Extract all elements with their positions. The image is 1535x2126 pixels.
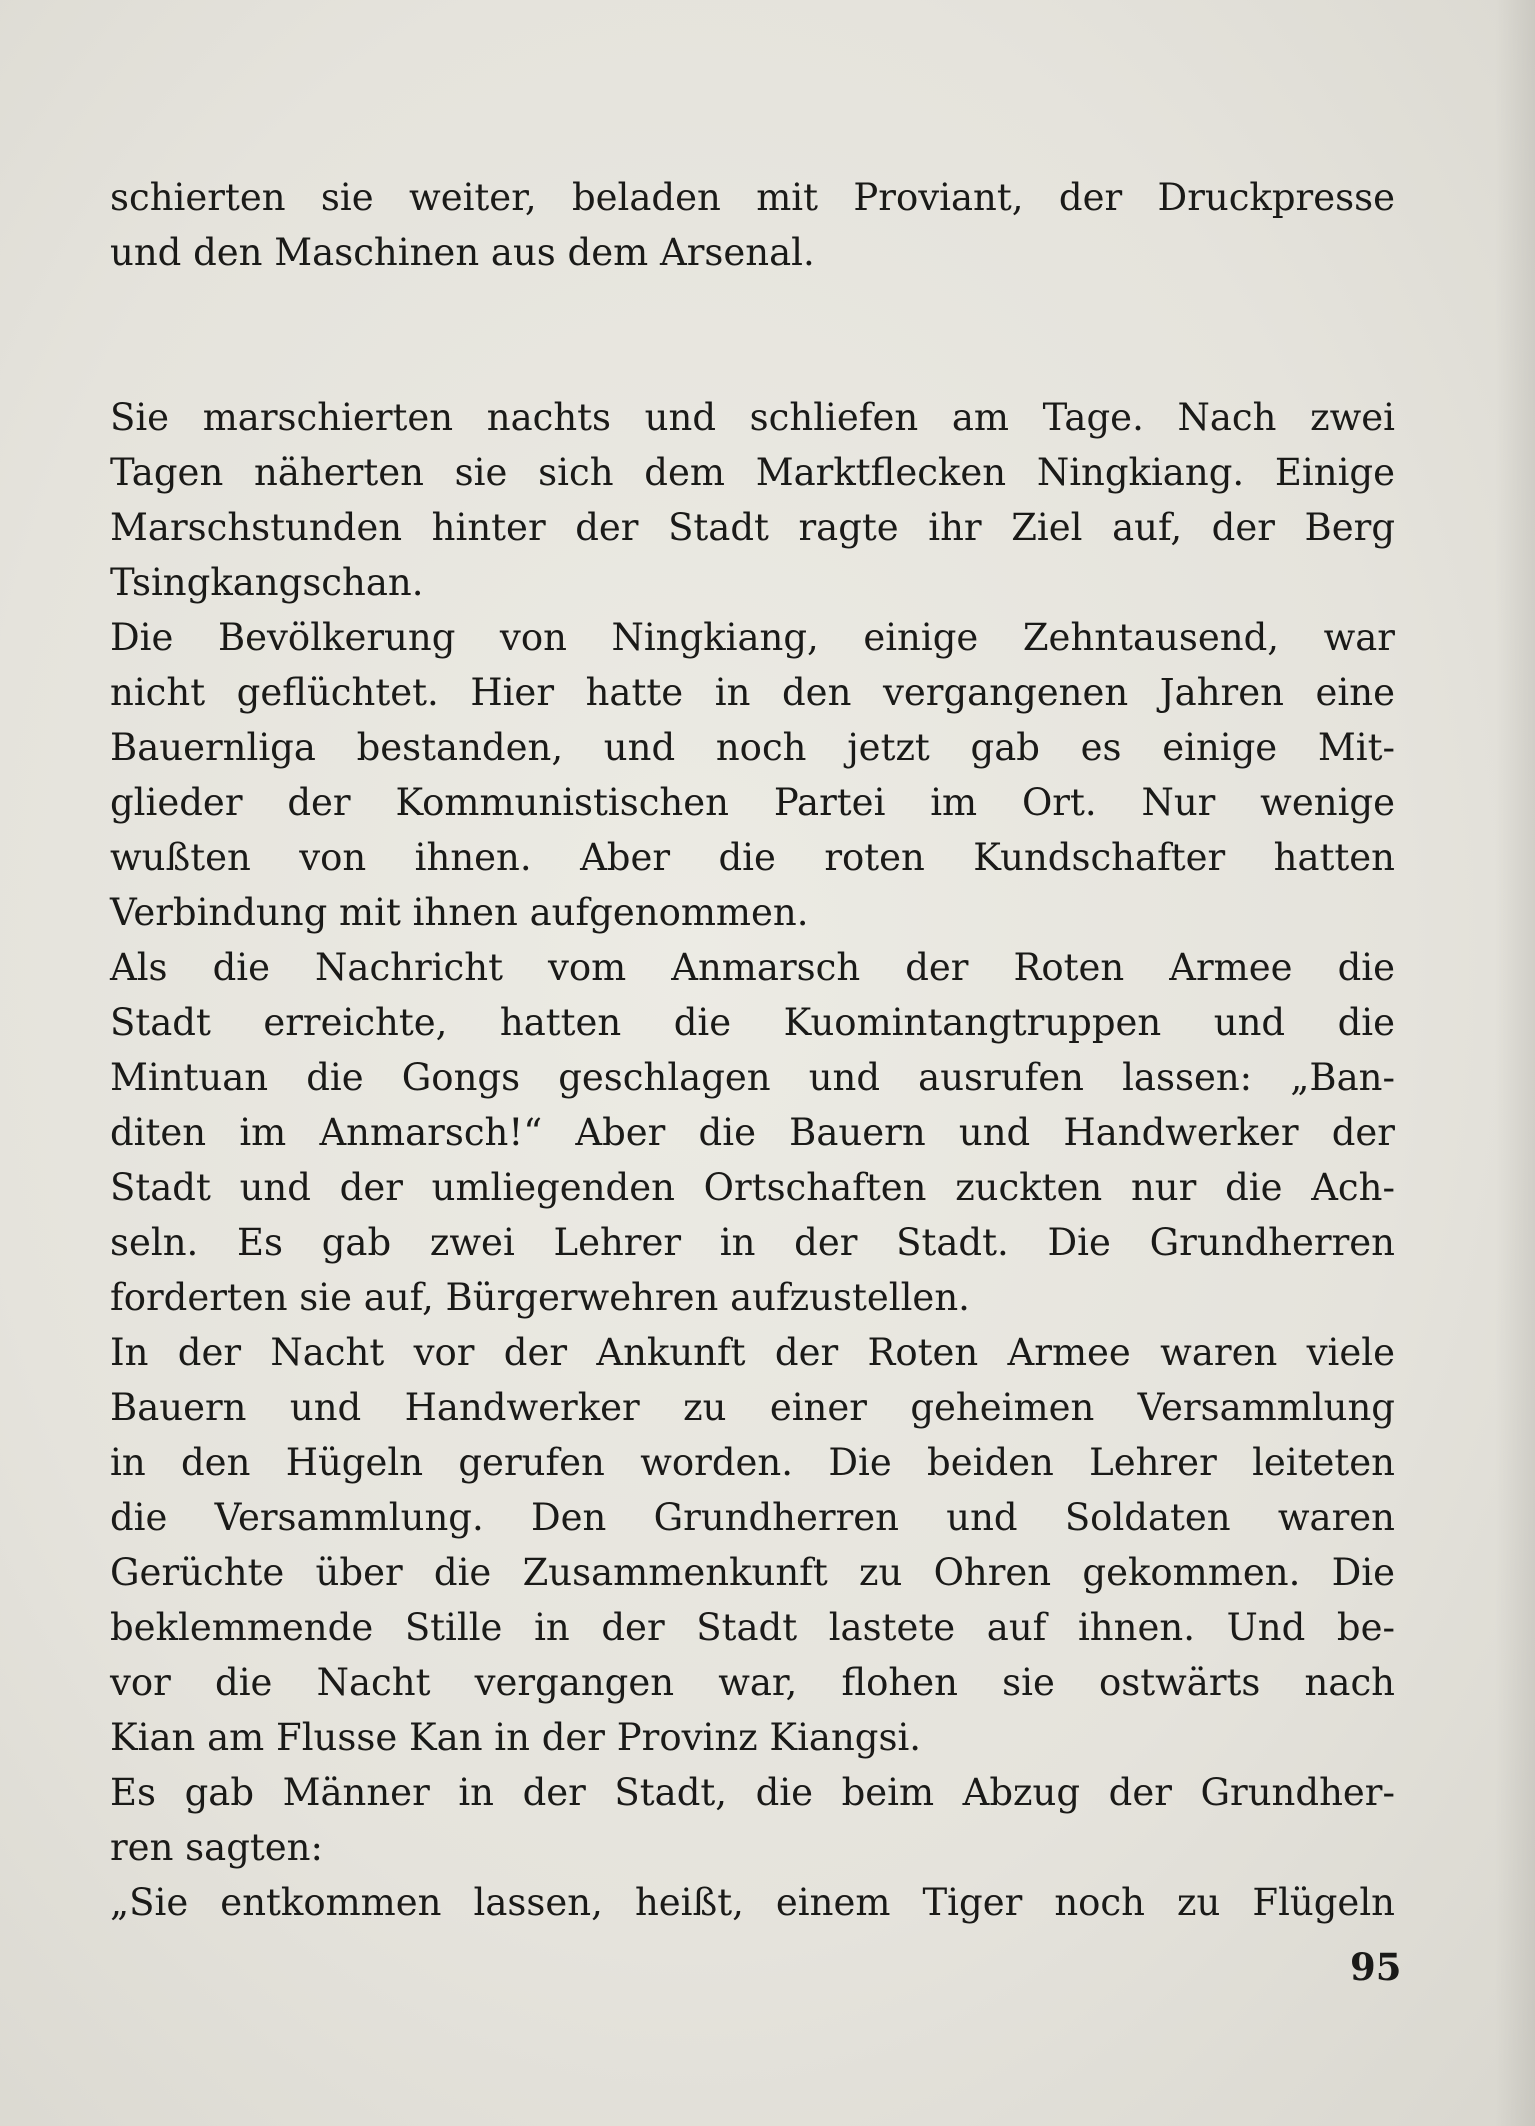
text-line: Tagen näherten sie sich dem Marktflecken Ningkiang. Einige — [110, 451, 1395, 494]
text-line: Sie marschierten nachts und schliefen am Tage. Nach zwei — [110, 396, 1395, 439]
text-line: ren sagten: — [110, 1826, 323, 1869]
body-text — [110, 170, 1395, 1930]
text-line: Als die Nachricht vom Anmarsch der Roten Armee die — [110, 946, 1395, 989]
text-line: diten im Anmarsch!“ Aber die Bauern und Handwerker der — [110, 1111, 1395, 1154]
text-line: glieder der Kommunistischen Partei im Ort. Nur wenige — [110, 781, 1395, 824]
text-line: schierten sie weiter, beladen mit Proviant, der Druckpresse — [110, 176, 1395, 219]
text-line: die Versammlung. Den Grundherren und Soldaten waren — [110, 1496, 1395, 1539]
text-line: vor die Nacht vergangen war, flohen sie ostwärts nach — [110, 1661, 1395, 1704]
text-line: Gerüchte über die Zusammenkunft zu Ohren gekommen. Die — [110, 1551, 1395, 1594]
text-line: wußten von ihnen. Aber die roten Kundschafter hatten — [110, 836, 1395, 879]
paragraph-gap — [110, 280, 1395, 390]
text-line: seln. Es gab zwei Lehrer in der Stadt. Die Grundherren — [110, 1221, 1395, 1264]
text-line: Stadt und der umliegenden Ortschaften zuckten nur die Ach- — [110, 1166, 1395, 1209]
text-line: Tsingkangschan. — [110, 561, 424, 604]
text-line: Bauernliga bestanden, und noch jetzt gab es einige Mit- — [110, 726, 1395, 769]
text-line: Verbindung mit ihnen aufgenommen. — [110, 891, 809, 934]
text-line: forderten sie auf, Bürgerwehren aufzustellen. — [110, 1276, 970, 1319]
text-line: beklemmende Stille in der Stadt lastete auf ihnen. Und be- — [110, 1606, 1395, 1649]
text-line: Die Bevölkerung von Ningkiang, einige Zehntausend, war — [110, 616, 1395, 659]
text-line: Bauern und Handwerker zu einer geheimen Versammlung — [110, 1386, 1395, 1429]
text-line: Mintuan die Gongs geschlagen und ausrufen lassen: „Ban- — [110, 1056, 1395, 1099]
page-edge-shadow — [1495, 0, 1535, 2126]
text-line: Stadt erreichte, hatten die Kuomintangtruppen und die — [110, 1001, 1395, 1044]
text-line: nicht geflüchtet. Hier hatte in den vergangenen Jahren eine — [110, 671, 1395, 714]
text-line: Marschstunden hinter der Stadt ragte ihr Ziel auf, der Berg — [110, 506, 1395, 549]
text-line: In der Nacht vor der Ankunft der Roten Armee waren viele — [110, 1331, 1395, 1374]
text-line: in den Hügeln gerufen worden. Die beiden Lehrer leiteten — [110, 1441, 1395, 1484]
text-line: Es gab Männer in der Stadt, die beim Abzug der Grundher- — [110, 1771, 1395, 1814]
text-line: und den Maschinen aus dem Arsenal. — [110, 231, 815, 274]
text-line: „Sie entkommen lassen, heißt, einem Tiger noch zu Flügeln — [110, 1881, 1395, 1924]
page-number: 95 — [1350, 1945, 1402, 1989]
text-line: Kian am Flusse Kan in der Provinz Kiangsi. — [110, 1716, 922, 1759]
